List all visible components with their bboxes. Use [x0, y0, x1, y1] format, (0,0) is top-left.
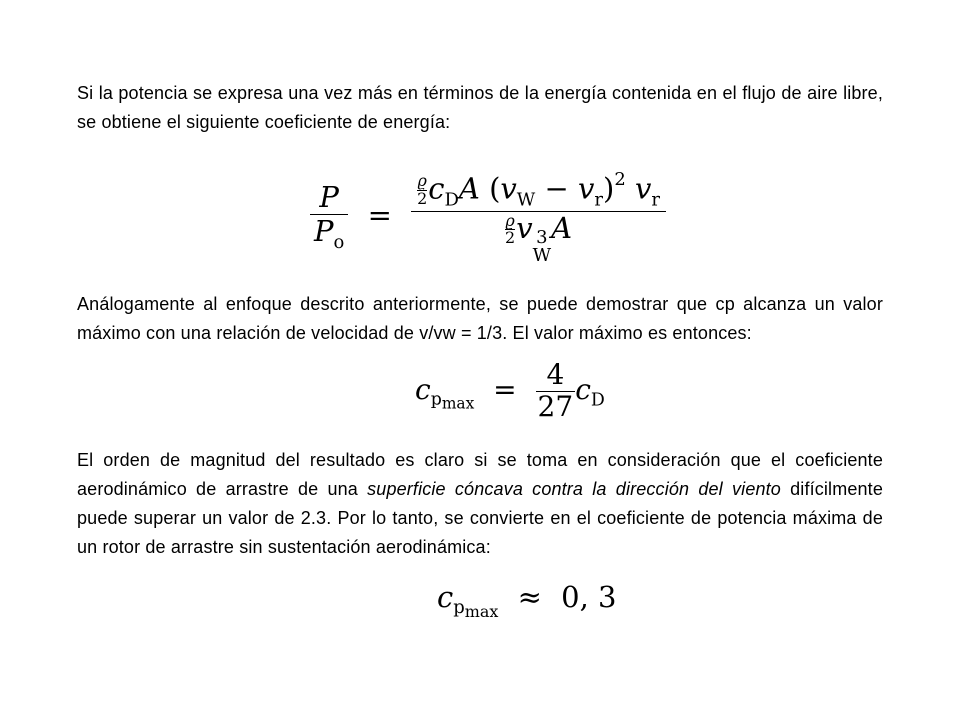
eq3-approx: ≈ — [517, 580, 542, 614]
eq3-subscript-max: max — [464, 601, 499, 621]
eq1-rhs-fraction — [411, 170, 666, 265]
eq2-subscript-max: max — [441, 394, 475, 413]
paragraph-3-text-start: El orden de magnitud del resultado es claro si se toma en consideración que el coeficiente aerodinámico de arrastre de una — [77, 450, 883, 499]
eq2-denominator: 27 — [537, 389, 574, 423]
eq2-c-drag: c — [575, 372, 591, 406]
eq3-subscript-p: p — [453, 596, 465, 618]
eq2-subscript-d: D — [590, 390, 605, 411]
paragraph-order-of-magnitude — [77, 446, 883, 562]
paragraph-power-coefficient-intro: Si la potencia se expresa una vez más en términos de la energía contenida en el flujo de aire libre, se obtiene el siguiente coeficiente de energía: — [77, 83, 883, 132]
eq1-equals: = — [367, 198, 392, 233]
eq2-numerator: 4 — [546, 358, 565, 391]
eq2-c: c — [415, 372, 431, 406]
eq1-lhs-denominator: $P_o$ — [314, 214, 345, 254]
equation-power-ratio — [310, 170, 666, 265]
eq3-c: c — [437, 580, 454, 614]
eq2-equals: = — [493, 372, 517, 406]
eq3-value: 0, 3 — [561, 580, 617, 614]
equation-cp-max-fraction — [415, 360, 605, 423]
paragraph-maximum-analogy: Análogamente al enfoque descrito anteriormente, se puede demostrar que cp alcanza un valor máximo con una relación de velocidad de v/vw = 1/3. El valor máximo es entonces: — [77, 294, 883, 343]
eq1-rhs-numerator: $\frac{ϱ}{2}$ $c_DA$ $(v_W - v_r)^2$ $v_r$ — [417, 169, 660, 211]
eq1-lhs-numerator: P — [319, 180, 339, 215]
eq1-rhs-denominator: $\frac{ϱ}{2}$ v 3 W A — [505, 210, 573, 266]
eq2-subscript-p: p — [430, 389, 442, 410]
equation-cp-max-approx — [437, 580, 616, 621]
document-page — [77, 0, 883, 720]
eq1-lhs-fraction — [310, 181, 348, 254]
paragraph-3-text-end: difícilmente puede superar un valor de 2.3. Por lo tanto, se convierte en el coeficiente de potencia máxima de un rotor de arrastre sin sustentación aerodinámica: — [77, 479, 883, 557]
paragraph-3-emphasis: superficie cóncava contra la dirección del viento — [367, 479, 781, 499]
eq2-fraction — [536, 360, 576, 423]
